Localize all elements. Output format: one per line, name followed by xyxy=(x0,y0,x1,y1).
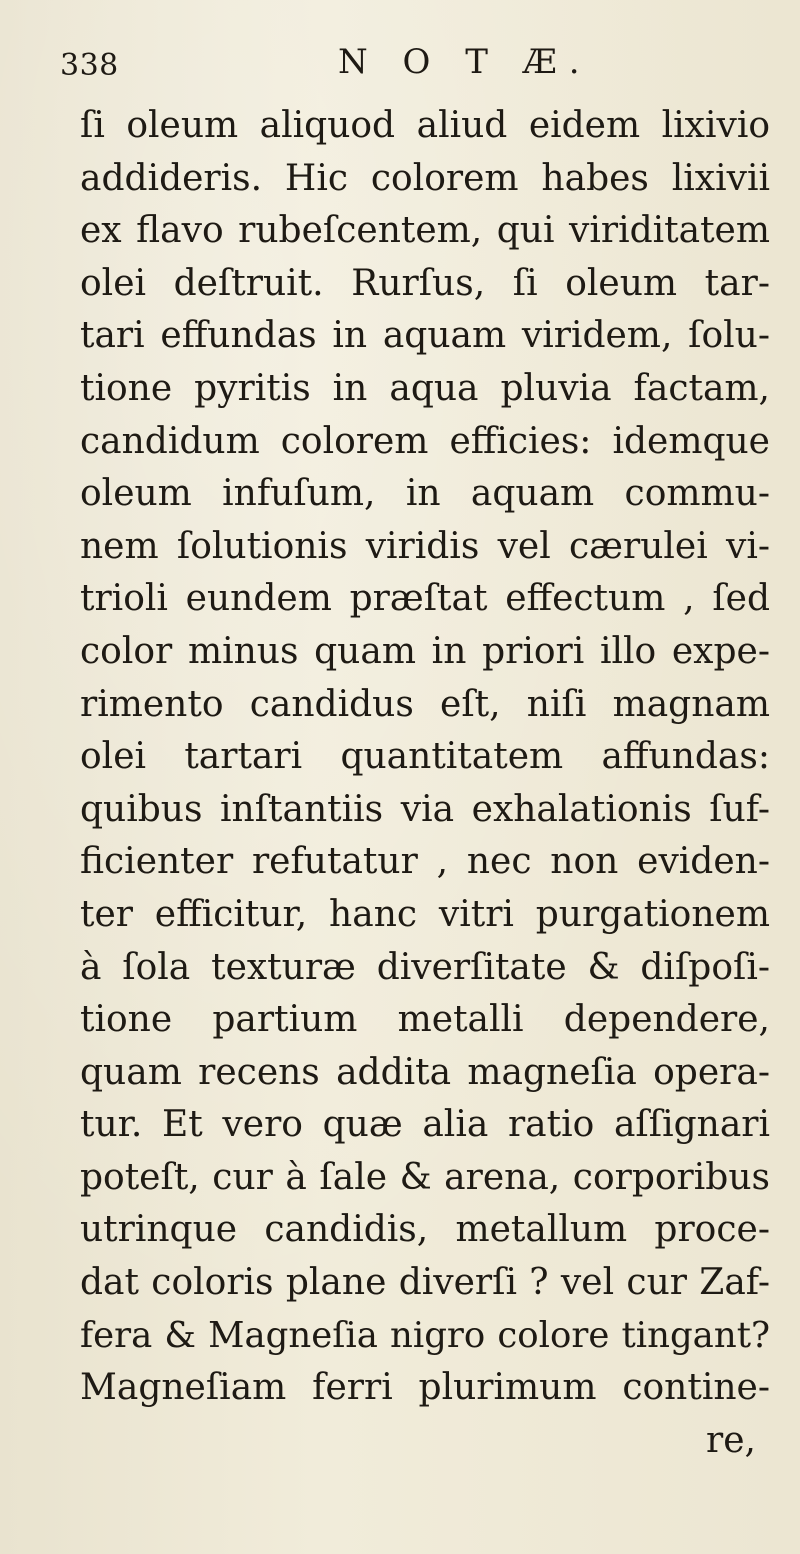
text-line: Magneſiam ferri plurimum contine- xyxy=(80,1367,770,1409)
text-line: trioli eundem præſtat effectum , ſed xyxy=(80,578,770,620)
text-line: tione pyritis in aqua pluvia factam, xyxy=(80,367,770,409)
text-line: tione partium metalli dependere, xyxy=(80,999,770,1041)
text-line: tari effundas in aquam viridem, ſolu- xyxy=(80,315,770,357)
text-line: dat coloris plane diverſi ? vel cur Zaf- xyxy=(80,1262,770,1304)
text-line: ſi oleum aliquod aliud eidem lixivio xyxy=(80,105,770,146)
text-line: quam recens addita magneſia opera- xyxy=(80,1051,770,1093)
catchword: re, xyxy=(706,1419,756,1461)
text-line: à ſola texturæ diverſitate & diſpoſi- xyxy=(80,946,770,988)
text-line: fera & Magneſia nigro colore tingant? xyxy=(80,1314,770,1356)
text-line: oleum infuſum, in aquam commu- xyxy=(80,473,770,515)
text-line: ex flavo rubeſcentem, qui viriditatem xyxy=(80,210,770,252)
text-line: ficienter refutatur , nec non eviden- xyxy=(80,841,770,883)
body-text xyxy=(80,100,770,1467)
text-line: quibus inſtantiis via exhalationis ſuf- xyxy=(80,788,770,830)
text-line: olei deſtruit. Rurſus, ſi oleum tar- xyxy=(80,262,770,304)
text-line: olei tartari quantitatem affundas: xyxy=(80,736,770,778)
text-line: utrinque candidis, metallum proce- xyxy=(80,1209,770,1251)
text-line: poteſt, cur à ſale & arena, corporibus xyxy=(80,1156,770,1198)
text-line: rimento candidus eſt, niſi magnam xyxy=(80,683,770,725)
text-line: ter efficitur, hanc vitri purgationem xyxy=(80,893,770,935)
text-line: nem ſolutionis viridis vel cærulei vi- xyxy=(80,525,770,567)
page-number: 338 xyxy=(60,48,119,83)
text-line: color minus quam in priori illo expe- xyxy=(80,630,770,672)
text-line: addideris. Hic colorem habes lixivii xyxy=(80,157,770,199)
running-head xyxy=(60,42,760,90)
text-line: candidum colorem efficies: idemque xyxy=(80,420,770,462)
text-line: tur. Et vero quæ alia ratio aſſignari xyxy=(80,1104,770,1146)
running-title: N O T Æ. xyxy=(338,42,592,82)
